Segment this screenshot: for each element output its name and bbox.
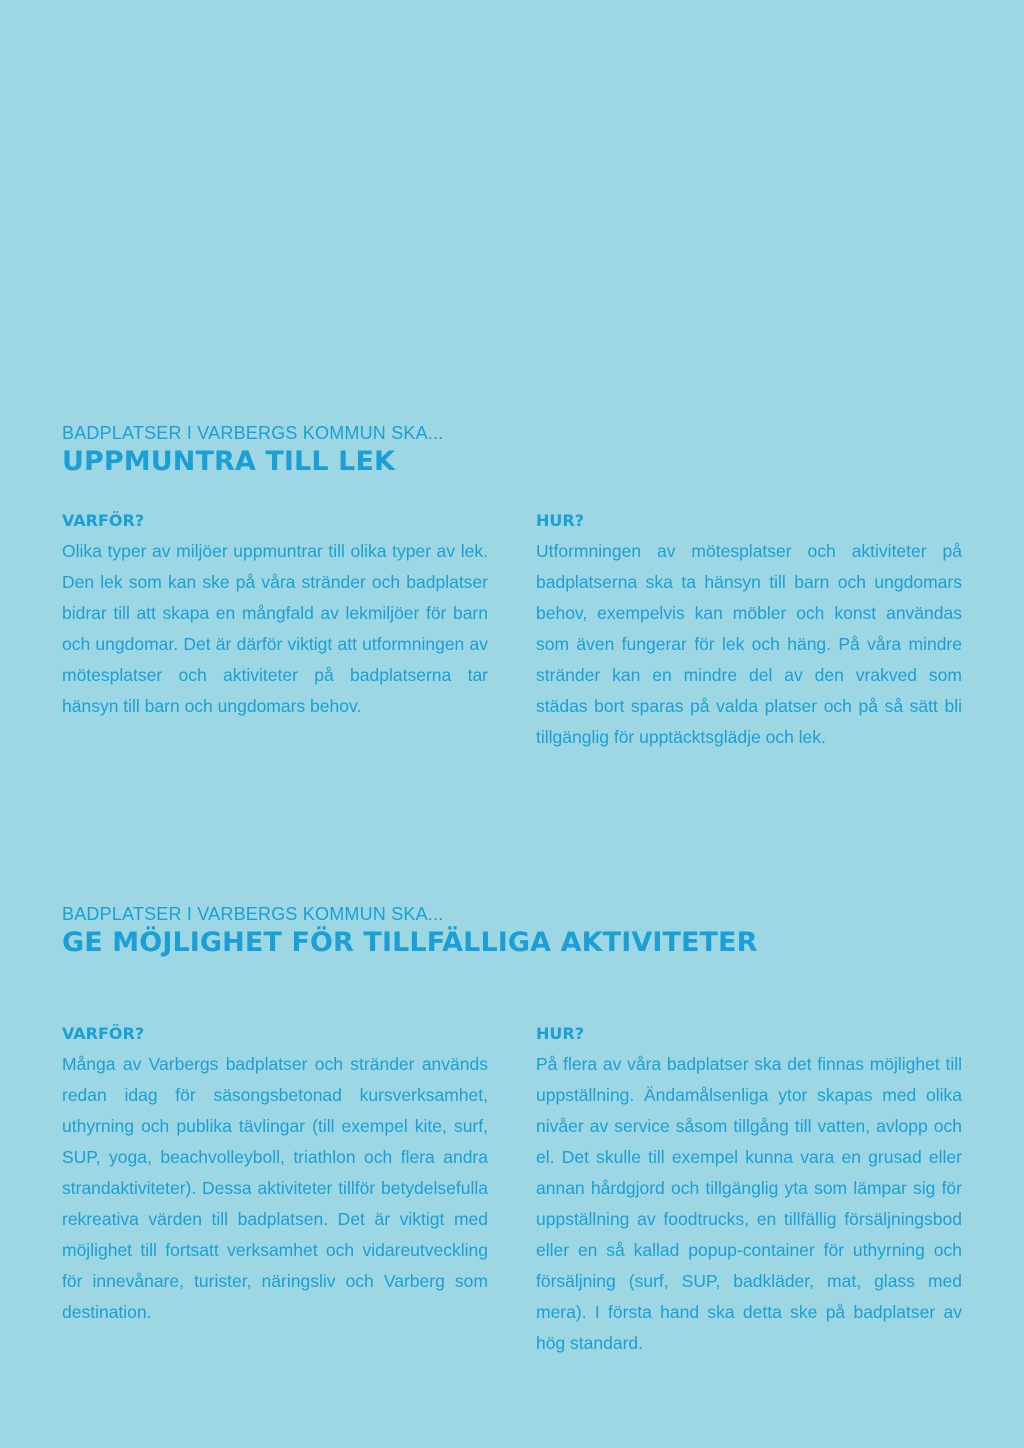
varfor-column	[62, 1022, 488, 1328]
section-title: GE MÖJLIGHET FÖR TILLFÄLLIGA AKTIVITETER	[62, 927, 758, 958]
varfor-text: Många av Varbergs badplatser och stränder används redan idag för säsongsbetonad kursverksamhet, uthyrning och publika tävlingar (till exempel kite, surf, SUP, yoga, beachvolleyboll, triathlon och flera andra strandaktiviteter). Dessa aktiviteter tillför betydelsefulla rekreativa värden till badplatsen. Det är viktigt med möjlighet till fortsatt verksamhet och vidareutveckling för innevånare, turister, näringsliv och Varberg som destination.	[62, 1054, 488, 1322]
hur-heading: HUR?	[536, 1024, 584, 1043]
section-kicker: BADPLATSER I VARBERGS KOMMUN SKA...	[62, 904, 444, 924]
section-uppmuntra-till-lek	[62, 421, 962, 747]
hur-column	[536, 1022, 962, 1359]
section-tillfalliga-aktiviteter	[62, 902, 962, 1353]
hur-text: På flera av våra badplatser ska det finnas möjlighet till uppställning. Ändamålsenliga ytor skapas med olika nivåer av service såsom tillgång till vatten, avlopp och el. Det skulle till exempel kunna vara en grusad eller annan hårdgjord och tillgänglig yta som lämpar sig för uppställning av foodtrucks, en tillfällig försäljningsbod eller en så kallad popup-container för uthyrning och försäljning (surf, SUP, badkläder, mat, glass med mera). I första hand ska detta ske på badplatser av hög standard.	[536, 1054, 962, 1353]
varfor-heading: VARFÖR?	[62, 511, 145, 530]
section-kicker: BADPLATSER I VARBERGS KOMMUN SKA...	[62, 423, 444, 443]
hur-column	[536, 509, 962, 753]
varfor-heading: VARFÖR?	[62, 1024, 145, 1043]
varfor-column	[62, 509, 488, 722]
hur-heading: HUR?	[536, 511, 584, 530]
hur-text: Utformningen av mötesplatser och aktiviteter på badplatserna ska ta hänsyn till barn och ungdomars behov, exempelvis kan möbler och konst användas som även fungerar för lek och häng. På våra mindre stränder kan en mindre del av den vrakved som städas bort sparas på valda platser och på så sätt bli tillgänglig för upptäcktsglädje och lek.	[536, 541, 962, 747]
varfor-text: Olika typer av miljöer uppmuntrar till olika typer av lek. Den lek som kan ske på våra stränder och badplatser bidrar till att skapa en mångfald av lekmiljöer för barn och ungdomar. Det är därför viktigt att utformningen av mötesplatser och aktiviteter på badplatserna tar hänsyn till barn och ungdomars behov.	[62, 541, 488, 716]
section-title: UPPMUNTRA TILL LEK	[62, 446, 396, 477]
